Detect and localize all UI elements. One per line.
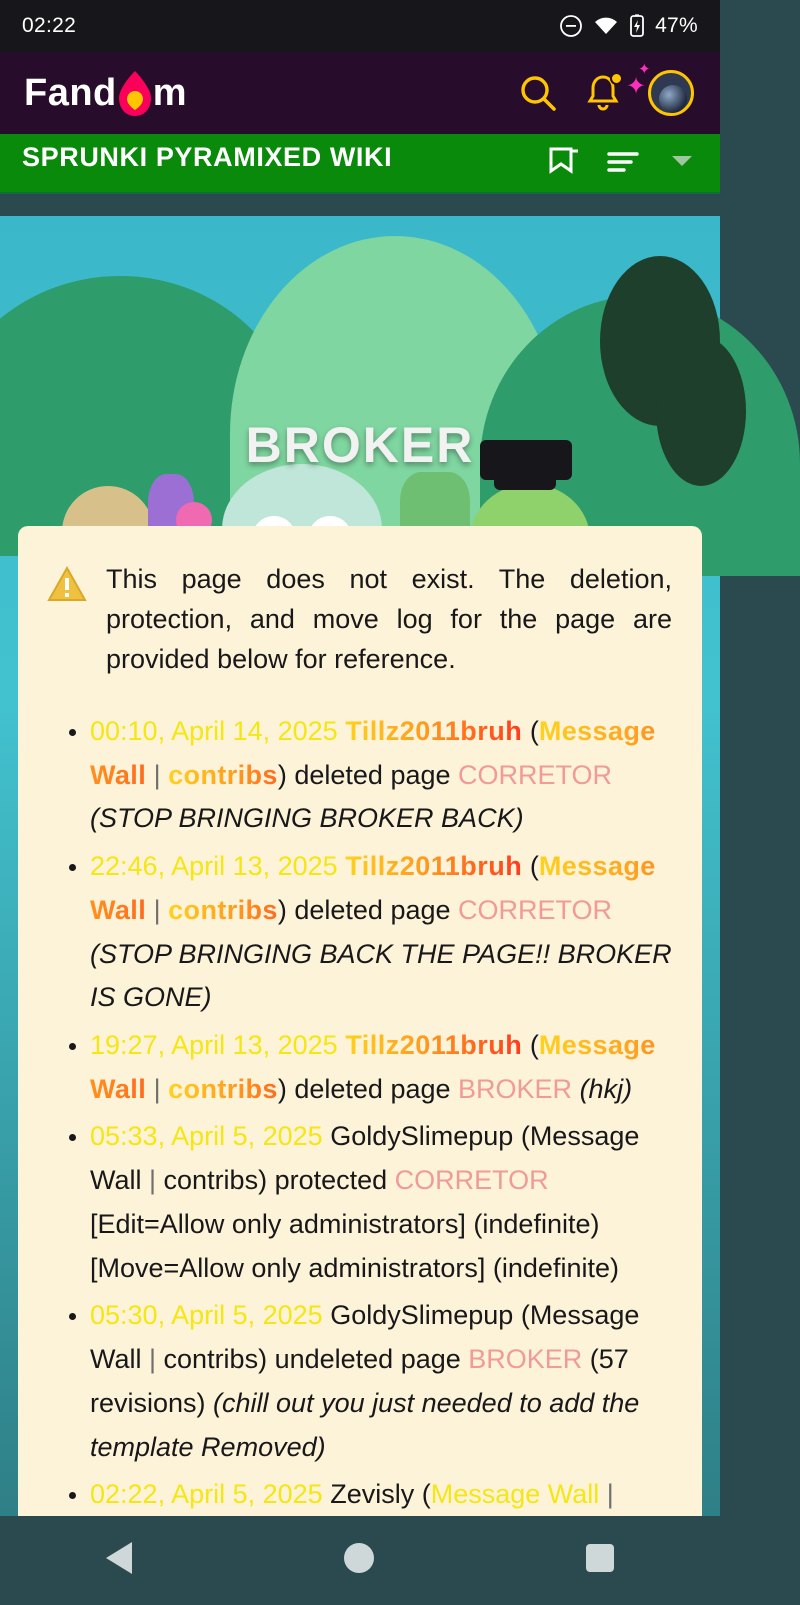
message-wall-link[interactable]: Message Wall: [90, 851, 656, 925]
log-timestamp[interactable]: 05:30, April 5, 2025: [90, 1300, 323, 1331]
sparkle-small-icon: ✦: [638, 61, 651, 78]
wiki-tools: [546, 145, 694, 182]
log-user[interactable]: GoldySlimepup: [330, 1300, 514, 1331]
log-page-link[interactable]: CORRETOR: [458, 894, 613, 925]
chevron-down-icon[interactable]: [670, 153, 694, 174]
battery-percent: 47%: [655, 14, 698, 37]
log-timestamp[interactable]: 05:33, April 5, 2025: [90, 1121, 323, 1152]
contribs-link[interactable]: contribs: [168, 894, 278, 925]
dnd-icon: [559, 14, 583, 38]
log-user[interactable]: Tillz2011bruh: [345, 715, 523, 746]
fandom-header: [0, 52, 720, 134]
list-item: • 05:33, April 5, 2025 GoldySlimepup (Message Wall | contribs) protected CORRETOR [Edit=Allow only administrators] (indefinite) [Move=Allow only administrators] (indefinite): [90, 1115, 672, 1290]
page-not-exist-notice: [48, 560, 672, 680]
log-user[interactable]: Tillz2011bruh: [345, 1030, 523, 1060]
contribs-link[interactable]: contribs: [163, 1165, 259, 1196]
hero-top-strip: [0, 194, 720, 216]
header-actions: [518, 61, 694, 116]
system-nav-bar: [0, 1516, 720, 1600]
message-wall-link[interactable]: Message Wall: [90, 1300, 640, 1375]
log-timestamp[interactable]: 22:46, April 13, 2025: [90, 851, 338, 882]
wiki-bar: [0, 134, 720, 192]
status-bar: [0, 0, 720, 52]
home-button[interactable]: [344, 1543, 374, 1573]
log-user[interactable]: Zevisly: [330, 1479, 415, 1510]
sort-menu-icon[interactable]: [606, 148, 644, 179]
fandom-flame-icon: [118, 71, 152, 115]
log-list: [48, 710, 672, 1605]
bookmark-icon[interactable]: [546, 145, 580, 182]
page-body: [0, 194, 720, 1516]
log-comment: (STOP BRINGING BROKER BACK): [90, 803, 524, 834]
log-action: deleted page: [286, 1073, 459, 1104]
contribs-link[interactable]: contribs: [163, 1344, 259, 1375]
avatar: [648, 70, 694, 116]
list-item: • 00:10, April 14, 2025 Tillz2011bruh (Message Wall | contribs) deleted page CORRETOR (STOP BRINGING BROKER BACK): [90, 710, 672, 841]
message-wall-link[interactable]: Message Wall: [90, 715, 656, 790]
log-timestamp[interactable]: 00:10, April 14, 2025: [90, 715, 338, 746]
recents-button[interactable]: [586, 1544, 614, 1572]
log-page-link[interactable]: BROKER: [468, 1344, 583, 1375]
sparkle-icon: ✦: [626, 73, 647, 100]
log-timestamp[interactable]: 19:27, April 13, 2025: [90, 1030, 338, 1060]
log-action: undeleted page: [267, 1344, 469, 1375]
log-timestamp[interactable]: 02:22, April 5, 2025: [90, 1479, 323, 1510]
log-action: protected: [267, 1165, 395, 1196]
log-page-link[interactable]: CORRETOR: [394, 1165, 549, 1196]
log-page-link[interactable]: CORRETOR: [458, 759, 613, 790]
notifications-bell-icon[interactable]: [586, 74, 620, 112]
fandom-logo[interactable]: [24, 71, 187, 115]
list-item: • 02:22, April 5, 2025 Zevisly (Message Wall |: [90, 1473, 672, 1604]
page-title: BROKER: [245, 417, 475, 473]
log-action: deleted page: [286, 894, 459, 925]
warning-triangle-icon: [48, 566, 86, 607]
log-comment: (chill out you just needed to add the template Removed): [90, 1387, 640, 1462]
contribs-link[interactable]: contribs: [168, 1073, 278, 1104]
wiki-title[interactable]: SPRUNKI PYRAMIXED WIKI: [22, 141, 393, 172]
log-page-link[interactable]: BROKER: [458, 1073, 573, 1104]
fandom-logo-pre: Fand: [24, 71, 117, 114]
log-action: deleted page: [286, 759, 459, 790]
search-icon[interactable]: [518, 73, 558, 113]
log-comment: (hkj): [579, 1073, 633, 1104]
user-avatar[interactable]: [626, 61, 694, 116]
log-comment: (STOP BRINGING BACK THE PAGE!! BROKER IS GONE): [90, 938, 672, 1013]
log-extra: [Edit=Allow only administrators] (indefinite) [Move=Allow only administrators] (indefinite): [90, 1208, 619, 1283]
back-button[interactable]: [106, 1542, 132, 1574]
status-time: 02:22: [22, 14, 77, 37]
log-user[interactable]: Tillz2011bruh: [345, 851, 523, 882]
contribs-link[interactable]: contribs: [168, 759, 278, 790]
notice-text: This page does not exist. The deletion, protection, and move log for the page are provided below for reference.: [106, 564, 672, 674]
notification-dot: [610, 72, 623, 85]
message-wall-link[interactable]: Message Wall: [430, 1479, 600, 1510]
battery-charging-icon: [629, 14, 645, 38]
log-extra: (57 revisions): [90, 1344, 629, 1418]
fandom-logo-post: m: [152, 71, 188, 114]
list-item: • 05:30, April 5, 2025 GoldySlimepup (Message Wall | contribs) undeleted page BROKER (57 revisions) (chill out you just needed to add the template Removed): [90, 1294, 672, 1469]
list-item: • 22:46, April 13, 2025 Tillz2011bruh (Message Wall | contribs) deleted page CORRETOR (STOP BRINGING BACK THE PAGE!! BROKER IS GONE): [90, 845, 672, 1020]
message-wall-link[interactable]: Message Wall: [90, 1030, 656, 1104]
wifi-icon: [593, 15, 619, 37]
log-user[interactable]: GoldySlimepup: [330, 1121, 514, 1152]
list-item: • 19:27, April 13, 2025 Tillz2011bruh (Message Wall | contribs) deleted page BROKER (hkj): [90, 1024, 672, 1111]
status-icons: [559, 14, 698, 38]
content-card: [18, 526, 702, 1556]
message-wall-link[interactable]: Message Wall: [90, 1121, 640, 1196]
